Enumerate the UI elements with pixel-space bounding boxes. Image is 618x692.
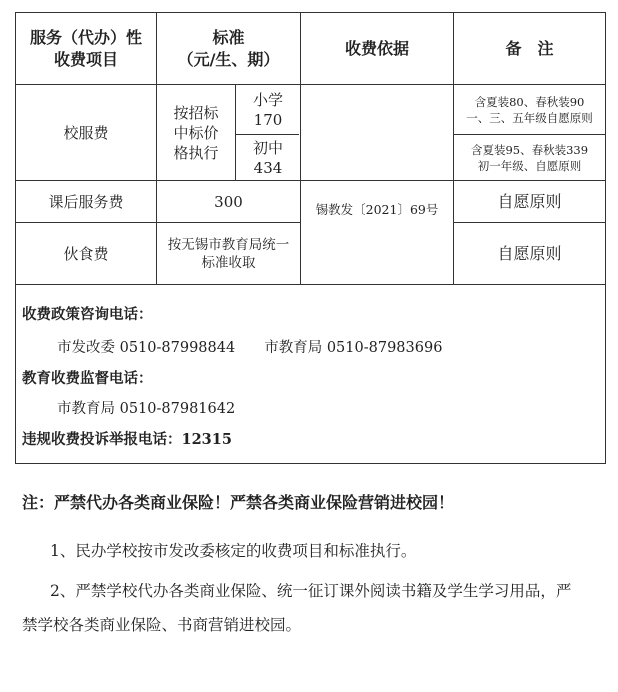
supervise-phone-line: 市教育局 0510-87981642 bbox=[57, 401, 236, 417]
notes-heading: 注：严禁代办各类商业保险！严禁各类商业保险营销进校园！ bbox=[22, 493, 455, 512]
notes-item-1: 1、民办学校按市发改委核定的收费项目和标准执行。 bbox=[50, 542, 417, 560]
uniform-primary-price: 小学 170 bbox=[252, 90, 283, 129]
meals-remark: 自愿原则 bbox=[497, 243, 562, 263]
table-border-right bbox=[605, 12, 606, 464]
header-remark: 备 注 bbox=[505, 38, 554, 58]
complaint-phone: 违规收费投诉举报电话：12315 bbox=[22, 431, 232, 448]
notes-item-2: 2、严禁学校代办各类商业保险、统一征订课外阅读书籍及学生学习用品，严禁学校各类商业保险、书商营销进校园。 bbox=[22, 582, 572, 634]
uniform-remark-primary: 含夏装80、春秋装90 一、三、五年级自愿原则 bbox=[466, 94, 593, 125]
policy-phone-line: 市发改委 0510-87998844 市教育局 0510-87983696 bbox=[57, 340, 443, 356]
header-item: 服务（代办）性 收费项目 bbox=[29, 27, 142, 69]
uniform-name: 校服费 bbox=[63, 123, 109, 142]
meals-standard: 按无锡市教育局统一 标准收取 bbox=[167, 236, 290, 271]
uniform-remark-junior: 含夏装95、春秋装339 初一年级、自愿原则 bbox=[470, 142, 589, 173]
afterschool-name: 课后服务费 bbox=[48, 192, 124, 211]
supervise-phone-label: 教育收费监督电话： bbox=[22, 370, 153, 387]
meals-name: 伙食费 bbox=[63, 244, 109, 263]
table-border-bottom bbox=[15, 463, 606, 464]
policy-phone-label: 收费政策咨询电话： bbox=[22, 306, 153, 323]
header-standard: 标准 （元/生、期） bbox=[177, 27, 280, 69]
table-line-meals-bottom bbox=[15, 284, 606, 285]
header-basis: 收费依据 bbox=[344, 38, 409, 58]
afterschool-basis: 锡教发〔2021〕69号 bbox=[315, 202, 439, 217]
uniform-method: 按招标 中标价 格执行 bbox=[173, 103, 219, 162]
afterschool-standard: 300 bbox=[214, 192, 243, 211]
afterschool-remark: 自愿原则 bbox=[497, 191, 562, 211]
uniform-junior-price: 初中 434 bbox=[252, 138, 283, 177]
